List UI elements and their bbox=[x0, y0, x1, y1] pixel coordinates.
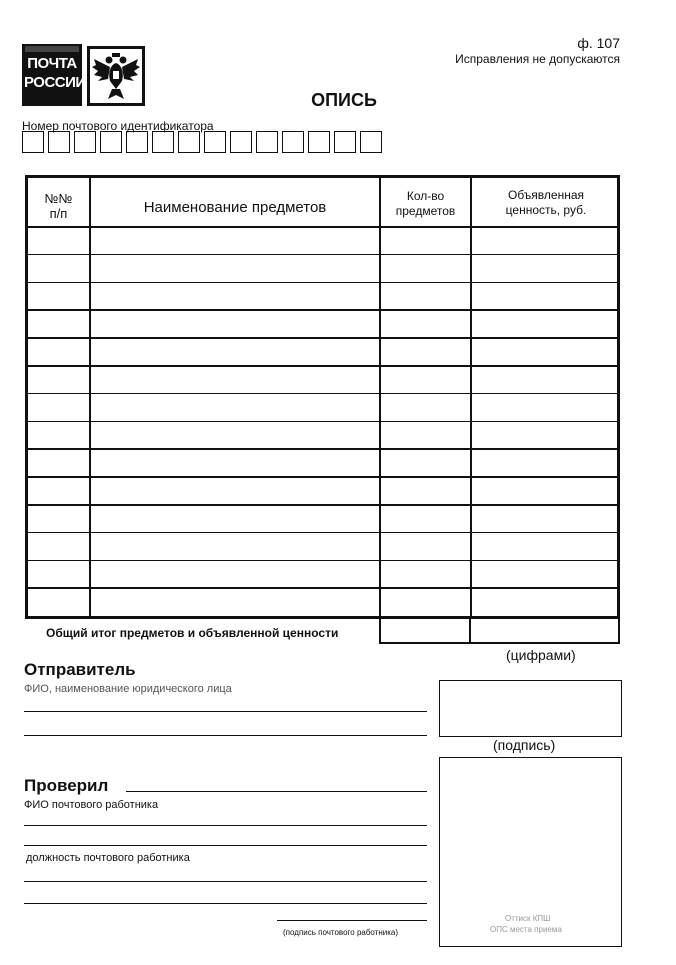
table-row[interactable] bbox=[28, 256, 617, 282]
table-row[interactable] bbox=[28, 311, 617, 337]
header-declared-value-line1: Объявленная bbox=[507, 188, 584, 202]
postal-id-box[interactable] bbox=[308, 131, 330, 153]
header-quantity-line2: предметов bbox=[395, 204, 456, 218]
table-row[interactable] bbox=[28, 450, 617, 476]
table-row[interactable] bbox=[28, 284, 617, 310]
items-table bbox=[25, 175, 620, 619]
postal-id-box[interactable] bbox=[204, 131, 226, 153]
total-quantity-field[interactable] bbox=[379, 616, 471, 644]
table-row[interactable] bbox=[28, 228, 617, 254]
postal-id-box[interactable] bbox=[100, 131, 122, 153]
postal-id-box[interactable] bbox=[22, 131, 44, 153]
table-row[interactable] bbox=[28, 534, 617, 560]
header-quantity bbox=[381, 189, 470, 219]
stamp-label-line-1: Оттиск КПШ bbox=[505, 914, 551, 923]
table-row[interactable] bbox=[28, 339, 617, 365]
header-item-name-line1: Наименование предметов bbox=[143, 199, 327, 216]
table-row[interactable] bbox=[28, 478, 617, 504]
sender-signature-label: (подпись) bbox=[493, 737, 556, 753]
postal-id-box[interactable] bbox=[48, 131, 70, 153]
postal-id-box[interactable] bbox=[334, 131, 356, 153]
postal-worker-position-label: должность почтового работника bbox=[26, 852, 190, 864]
logo-top-band bbox=[25, 46, 79, 52]
postal-id-label: Номер почтового идентификатора bbox=[22, 119, 214, 133]
postal-worker-signature-line[interactable] bbox=[277, 920, 427, 921]
postal-worker-fio-label: ФИО почтового работника bbox=[24, 799, 159, 811]
logo-line-2: РОССИИ bbox=[24, 74, 86, 91]
postal-id-box[interactable] bbox=[152, 131, 174, 153]
header-declared-value-line2: ценность, руб. bbox=[505, 203, 587, 217]
sender-signature-box[interactable] bbox=[439, 680, 622, 737]
postal-id-box[interactable] bbox=[178, 131, 200, 153]
postal-id-box[interactable] bbox=[360, 131, 382, 153]
postal-worker-fio-line-2[interactable] bbox=[24, 845, 427, 846]
postal-worker-signature-label: (подпись почтового работника) bbox=[283, 928, 399, 937]
postal-id-box[interactable] bbox=[230, 131, 252, 153]
postal-id-boxes bbox=[22, 131, 386, 153]
table-row[interactable] bbox=[28, 395, 617, 421]
table-row[interactable] bbox=[28, 562, 617, 588]
postal-id-box[interactable] bbox=[256, 131, 278, 153]
stamp-label-line-2: ОПС места приема bbox=[490, 925, 562, 934]
postal-worker-position-line-1[interactable] bbox=[24, 881, 427, 882]
postal-worker-position-line-2[interactable] bbox=[24, 903, 427, 904]
header-item-name bbox=[91, 200, 379, 215]
header-number-line1: №№ bbox=[44, 191, 73, 206]
postal-worker-fio-line-1[interactable] bbox=[24, 825, 427, 826]
header-number-line2: п/п bbox=[49, 206, 68, 221]
header-declared-value bbox=[472, 188, 620, 218]
total-value-field[interactable] bbox=[469, 616, 620, 644]
corrections-note: Исправления не допускаются bbox=[455, 52, 620, 66]
sender-fio-line-1[interactable] bbox=[24, 711, 427, 712]
digits-label: (цифрами) bbox=[506, 647, 576, 663]
totals-label: Общий итог предметов и объявленной ценности bbox=[46, 626, 339, 640]
table-row[interactable] bbox=[28, 589, 617, 615]
sender-heading: Отправитель bbox=[24, 660, 136, 679]
table-row[interactable] bbox=[28, 423, 617, 449]
sender-fio-line-2[interactable] bbox=[24, 735, 427, 736]
sender-fio-label: ФИО, наименование юридического лица bbox=[24, 683, 232, 695]
table-row[interactable] bbox=[28, 506, 617, 532]
logo-line-1: ПОЧТА bbox=[27, 55, 77, 72]
form-number: ф. 107 bbox=[577, 35, 620, 51]
postal-id-box[interactable] bbox=[126, 131, 148, 153]
postal-id-box[interactable] bbox=[74, 131, 96, 153]
header-quantity-line1: Кол-во bbox=[406, 189, 445, 203]
header-number bbox=[28, 191, 89, 221]
table-row[interactable] bbox=[28, 367, 617, 393]
checked-line[interactable] bbox=[126, 791, 427, 792]
postal-id-box[interactable] bbox=[282, 131, 304, 153]
page-title: ОПИСЬ bbox=[311, 90, 377, 110]
checked-heading: Проверил bbox=[24, 776, 109, 795]
